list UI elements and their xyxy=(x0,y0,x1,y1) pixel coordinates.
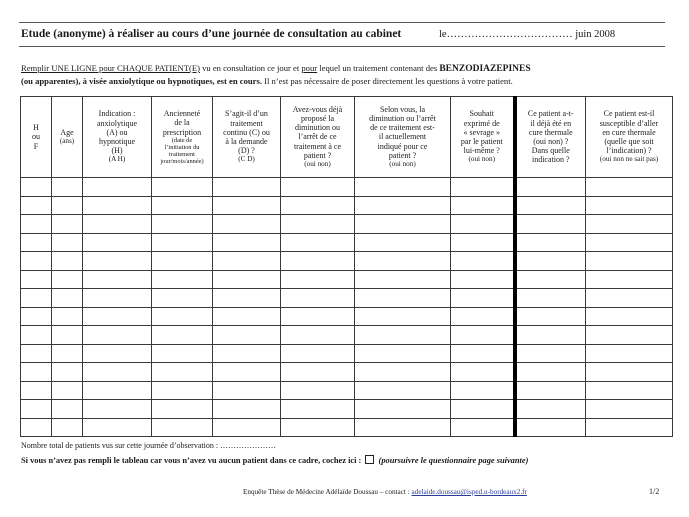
column-header-1 xyxy=(21,97,52,178)
column-label: Age xyxy=(60,127,74,137)
table-cell[interactable] xyxy=(586,252,673,271)
table-cell[interactable] xyxy=(52,289,83,308)
table-row xyxy=(21,344,673,363)
table-cell[interactable] xyxy=(213,215,281,234)
column-label: Ce patient a-t- il déjà été en cure thermale (oui non) ? Dans quelle indication ? xyxy=(527,109,574,165)
title-underline xyxy=(19,46,665,47)
table-cell[interactable] xyxy=(213,326,281,345)
table-cell[interactable] xyxy=(586,400,673,419)
total-patients-line: Nombre total de patients vus sur cette journée d’observation : ………………… xyxy=(21,441,277,450)
table-cell[interactable] xyxy=(152,400,213,419)
table-cell[interactable] xyxy=(586,196,673,215)
footer-credit: Enquête Thèse de Médecine Adélaïde Doussau – contact : xyxy=(243,488,412,496)
table-cell[interactable] xyxy=(586,307,673,326)
table-cell[interactable] xyxy=(21,400,52,419)
table-cell[interactable] xyxy=(213,344,281,363)
table-row xyxy=(21,270,673,289)
table-cell[interactable] xyxy=(281,418,355,437)
page-title: Etude (anonyme) à réaliser au cours d’une journée de consultation au cabinet xyxy=(21,28,402,40)
table-cell[interactable] xyxy=(586,344,673,363)
no-patient-line xyxy=(21,455,528,465)
table-cell[interactable] xyxy=(52,196,83,215)
table-row xyxy=(21,215,673,234)
column-note: (date de l’initiation du traitement jour/mois/année) xyxy=(160,136,204,165)
table-cell[interactable] xyxy=(355,344,451,363)
table-cell[interactable] xyxy=(515,307,586,326)
table-cell[interactable] xyxy=(515,418,586,437)
table-cell[interactable] xyxy=(52,326,83,345)
table-cell[interactable] xyxy=(83,381,152,400)
table-row xyxy=(21,178,673,197)
table-cell[interactable] xyxy=(281,400,355,419)
column-options: (oui non) xyxy=(304,160,331,168)
table-cell[interactable] xyxy=(451,270,515,289)
table-cell[interactable] xyxy=(52,400,83,419)
table-cell[interactable] xyxy=(83,178,152,197)
table-cell[interactable] xyxy=(83,326,152,345)
table-cell[interactable] xyxy=(281,215,355,234)
column-header-4 xyxy=(152,97,213,178)
table-cell[interactable] xyxy=(152,215,213,234)
table-cell[interactable] xyxy=(83,344,152,363)
table-cell[interactable] xyxy=(213,289,281,308)
table-cell[interactable] xyxy=(83,363,152,382)
table-cell[interactable] xyxy=(21,196,52,215)
no-patient-hint: (poursuivre le questionnaire page suivante) xyxy=(378,456,529,465)
table-cell[interactable] xyxy=(451,363,515,382)
table-cell[interactable] xyxy=(515,252,586,271)
table-cell[interactable] xyxy=(515,178,586,197)
table-cell[interactable] xyxy=(515,215,586,234)
column-header-3 xyxy=(83,97,152,178)
table-cell[interactable] xyxy=(152,289,213,308)
table-cell[interactable] xyxy=(213,381,281,400)
table-cell[interactable] xyxy=(355,326,451,345)
table-cell[interactable] xyxy=(281,307,355,326)
table-cell[interactable] xyxy=(52,270,83,289)
table-cell[interactable] xyxy=(21,270,52,289)
table-cell[interactable] xyxy=(152,252,213,271)
table-cell[interactable] xyxy=(586,289,673,308)
table-cell[interactable] xyxy=(21,344,52,363)
instruction-drug-class: BENZODIAZEPINES xyxy=(439,64,531,74)
table-row xyxy=(21,289,673,308)
table-cell[interactable] xyxy=(52,344,83,363)
table-cell[interactable] xyxy=(281,363,355,382)
table-row xyxy=(21,252,673,271)
column-header-2 xyxy=(52,97,83,178)
column-label: Souhait exprimé de « sevrage » par le patient lui-même ? xyxy=(460,109,503,156)
table-cell[interactable] xyxy=(83,196,152,215)
table-cell[interactable] xyxy=(83,233,152,252)
table-row xyxy=(21,363,673,382)
table-row xyxy=(21,233,673,252)
page-number: 1/2 xyxy=(649,487,660,496)
table-row xyxy=(21,196,673,215)
instruction-part-2: vu en consultation ce jour et xyxy=(199,63,302,73)
table-cell[interactable] xyxy=(52,307,83,326)
instructions xyxy=(21,62,666,87)
table-cell[interactable] xyxy=(451,381,515,400)
table-header-row xyxy=(21,97,673,178)
table-cell[interactable] xyxy=(451,326,515,345)
table-cell[interactable] xyxy=(213,418,281,437)
column-header-5 xyxy=(213,97,281,178)
table-cell[interactable] xyxy=(586,178,673,197)
column-options: (oui non) xyxy=(468,155,496,164)
table-cell[interactable] xyxy=(21,178,52,197)
table-cell[interactable] xyxy=(451,196,515,215)
table-cell[interactable] xyxy=(213,196,281,215)
instruction-part-7: Il n’est pas nécessaire de poser directement les questions à votre patient. xyxy=(261,76,513,86)
contact-email-link[interactable]: adelaide.doussau@isped.u-bordeaux2.fr xyxy=(411,488,527,496)
table-cell[interactable] xyxy=(83,307,152,326)
table-cell[interactable] xyxy=(213,233,281,252)
column-label: Indication : anxiolytique (A) ou hypnotique (H) xyxy=(97,109,137,156)
table-cell[interactable] xyxy=(515,233,586,252)
page-footer xyxy=(243,488,527,496)
table-cell[interactable] xyxy=(152,233,213,252)
table-cell[interactable] xyxy=(515,270,586,289)
column-header-7 xyxy=(355,97,451,178)
instruction-part-4: lequel un traitement contenant des xyxy=(317,63,440,73)
table-cell[interactable] xyxy=(83,252,152,271)
table-cell[interactable] xyxy=(52,178,83,197)
table-cell[interactable] xyxy=(586,233,673,252)
table-cell[interactable] xyxy=(83,270,152,289)
table-cell[interactable] xyxy=(355,196,451,215)
data-table xyxy=(20,96,673,437)
column-header-9 xyxy=(515,97,586,178)
table-cell[interactable] xyxy=(355,233,451,252)
table-cell[interactable] xyxy=(52,252,83,271)
table-cell[interactable] xyxy=(355,307,451,326)
table-cell[interactable] xyxy=(52,418,83,437)
table-cell[interactable] xyxy=(586,326,673,345)
header xyxy=(21,28,661,42)
table-row xyxy=(21,418,673,437)
table-cell[interactable] xyxy=(355,178,451,197)
table-cell[interactable] xyxy=(52,233,83,252)
table-row xyxy=(21,400,673,419)
table-cell[interactable] xyxy=(152,418,213,437)
no-patient-checkbox[interactable] xyxy=(365,455,374,464)
table-cell[interactable] xyxy=(515,289,586,308)
table-cell[interactable] xyxy=(21,233,52,252)
table-cell[interactable] xyxy=(52,363,83,382)
instruction-part-1: Remplir UNE LIGNE pour CHAQUE PATIENT(E) xyxy=(21,63,200,73)
table-cell[interactable] xyxy=(152,344,213,363)
table-cell[interactable] xyxy=(152,326,213,345)
table-cell[interactable] xyxy=(515,326,586,345)
no-patient-text: Si vous n’avez pas rempli le tableau car vous n’avez vu aucun patient dans ce cadre, cochez ici : xyxy=(21,456,362,465)
table-cell[interactable] xyxy=(451,344,515,363)
table-cell[interactable] xyxy=(152,381,213,400)
table-body xyxy=(21,178,673,437)
table-cell[interactable] xyxy=(451,289,515,308)
table-cell[interactable] xyxy=(213,307,281,326)
table-cell[interactable] xyxy=(281,326,355,345)
column-options: (oui non ne sait pas) xyxy=(599,155,659,164)
table-cell[interactable] xyxy=(281,270,355,289)
table-cell[interactable] xyxy=(451,252,515,271)
column-header-6 xyxy=(281,97,355,178)
date-line: le……………………………… juin 2008 xyxy=(439,29,616,40)
table-cell[interactable] xyxy=(213,270,281,289)
table-cell[interactable] xyxy=(451,418,515,437)
column-header-8 xyxy=(451,97,515,178)
table-cell[interactable] xyxy=(21,307,52,326)
table-cell[interactable] xyxy=(281,344,355,363)
table-cell[interactable] xyxy=(281,196,355,215)
column-options: (A H) xyxy=(108,155,126,164)
column-options: (ans) xyxy=(59,137,75,145)
table-cell[interactable] xyxy=(515,344,586,363)
table-cell[interactable] xyxy=(515,363,586,382)
instruction-part-3: pour xyxy=(301,63,318,73)
table-cell[interactable] xyxy=(152,363,213,382)
table-cell[interactable] xyxy=(52,215,83,234)
table-cell[interactable] xyxy=(355,270,451,289)
table-cell[interactable] xyxy=(355,418,451,437)
table-cell[interactable] xyxy=(83,215,152,234)
table-cell[interactable] xyxy=(586,215,673,234)
table-cell[interactable] xyxy=(152,270,213,289)
table-cell[interactable] xyxy=(355,363,451,382)
table-cell[interactable] xyxy=(152,307,213,326)
table-cell[interactable] xyxy=(21,326,52,345)
table-cell[interactable] xyxy=(586,418,673,437)
table-cell[interactable] xyxy=(83,289,152,308)
table-cell[interactable] xyxy=(515,400,586,419)
table-cell[interactable] xyxy=(355,289,451,308)
table-cell[interactable] xyxy=(451,400,515,419)
table-cell[interactable] xyxy=(213,400,281,419)
table-cell[interactable] xyxy=(213,252,281,271)
table-cell[interactable] xyxy=(281,233,355,252)
table-cell[interactable] xyxy=(21,215,52,234)
table-cell[interactable] xyxy=(21,289,52,308)
column-label: Ce patient est-il susceptible d’aller en cure thermale (quelle que soit l’indication) ? xyxy=(599,109,659,156)
column-header-10 xyxy=(586,97,673,178)
table-cell[interactable] xyxy=(21,363,52,382)
table-cell[interactable] xyxy=(213,178,281,197)
table-cell[interactable] xyxy=(515,381,586,400)
table-cell[interactable] xyxy=(451,178,515,197)
top-rule xyxy=(19,22,665,23)
table-cell[interactable] xyxy=(83,400,152,419)
table-cell[interactable] xyxy=(21,418,52,437)
column-options: (oui non) xyxy=(389,160,416,168)
column-options: (C D) xyxy=(238,155,255,164)
column-label: Selon vous, la diminution ou l’arrêt de ce traitement est- il actuellement indiqué pour ce patient ? xyxy=(369,104,436,160)
column-label: S’agit-il d’un traitement continu (C) ou à la demande (D) ? xyxy=(223,109,270,156)
table-cell[interactable] xyxy=(213,363,281,382)
table-cell[interactable] xyxy=(152,196,213,215)
column-label: H ou F xyxy=(32,123,40,151)
table-cell[interactable] xyxy=(451,233,515,252)
table-cell[interactable] xyxy=(355,381,451,400)
table-cell[interactable] xyxy=(281,381,355,400)
table-cell[interactable] xyxy=(83,418,152,437)
table-cell[interactable] xyxy=(355,400,451,419)
table-cell[interactable] xyxy=(152,178,213,197)
table-cell[interactable] xyxy=(281,252,355,271)
table-row xyxy=(21,307,673,326)
table-cell[interactable] xyxy=(281,289,355,308)
column-label: Ancienneté de la prescription xyxy=(162,109,202,137)
table-cell[interactable] xyxy=(451,215,515,234)
table-cell[interactable] xyxy=(451,307,515,326)
table-cell[interactable] xyxy=(355,252,451,271)
table-cell[interactable] xyxy=(586,381,673,400)
table-cell[interactable] xyxy=(515,196,586,215)
table-cell[interactable] xyxy=(586,363,673,382)
table-cell[interactable] xyxy=(21,381,52,400)
table-cell[interactable] xyxy=(52,381,83,400)
instruction-part-6: (ou apparentes), à visée anxiolytique ou hypnotiques, est en cours. xyxy=(21,76,262,86)
table-cell[interactable] xyxy=(355,215,451,234)
column-label: Avez-vous déjà proposé la diminution ou l’arrêt de ce traitement à ce patient ? xyxy=(292,104,343,160)
table-cell[interactable] xyxy=(586,270,673,289)
table-cell[interactable] xyxy=(281,178,355,197)
table-cell[interactable] xyxy=(21,252,52,271)
table-row xyxy=(21,381,673,400)
table-row xyxy=(21,326,673,345)
